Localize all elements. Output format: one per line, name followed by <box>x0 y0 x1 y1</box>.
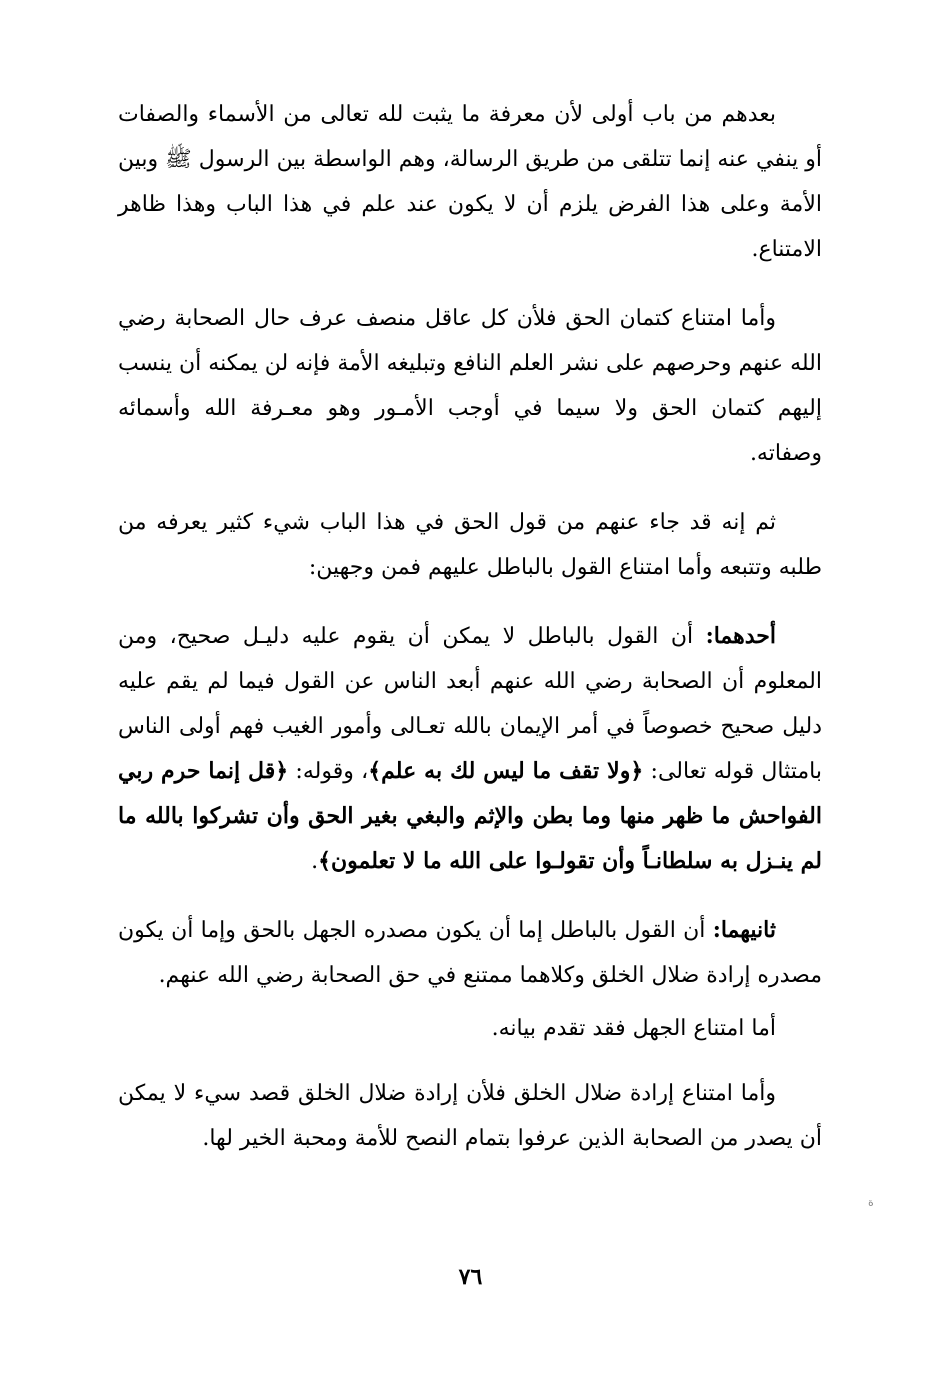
paragraph-4-lead: أحدهما: <box>705 623 776 649</box>
body-text <box>118 92 822 1161</box>
paragraph-6: أما امتناع الجهل فقد تقدم بيانه. <box>491 1016 776 1041</box>
paragraph-5 <box>118 908 822 998</box>
paragraph-5-lead: ثانيهما: <box>712 917 776 943</box>
paragraph-4-text-1: أن القول بالباطل لا يمكن أن يقوم عليه دليـل صحيح، ومن المعلوم أن الصحابة رضي الله عنهم أبعد الناس عن القول فيما لم يقم عليه دليل صحيح خصوصاً في أمر الإيمان بالله تعـالى وأمور الغيب فهم أولى الناس بامتثال قوله تعالى: <box>118 624 823 784</box>
paragraph-1: بعدهم من باب أولى لأن معرفة ما يثبت لله تعالى من الأسماء والصفات أو ينفي عنه إنما تتلقى من طريق الرسالة، وهم الواسطة بين الرسول ﷺ وبين الأمة وعلى هذا الفرض يلزم أن لا يكون عند علم في هذا الباب وهذا ظاهر الامتناع. <box>118 102 822 262</box>
quran-verse-2: ﴿قل إنما حرم ربي الفواحش ما ظهر منها وما بطن والإثم والبغي بغير الحق وأن تشركوا بالله ما لم ينـزل به سلطانـاً وأن تقولـوا على الله ما لا تعلمون﴾ <box>118 758 822 874</box>
paragraph-3: ثم إنه قد جاء عنهم من قول الحق في هذا الباب شيء كثير يعرفه من طلبه وتتبعه وأما امتناع القول بالباطل عليهم فمن وجهين: <box>118 510 822 580</box>
paragraph-2: وأما امتناع كتمان الحق فلأن كل عاقل منصف عرف حال الصحابة رضي الله عنهم وحرصهم على نشر العلم النافع وتبليغه الأمة فإنه لن يمكنه أن ينسب إليهم كتمان الحق ولا سيما في أوجب الأمـور وهو معـرفة الله وأسمائه وصفاته. <box>118 306 822 466</box>
paragraph-4-text-2: ، وقوله: <box>288 759 369 784</box>
paragraph-4-text-3: . <box>311 849 319 874</box>
paragraph-5-text: أن القول بالباطل إما أن يكون مصدره الجهل بالحق وإما أن يكون مصدره إرادة ضلال الخلق وكلاهما ممتنع في حق الصحابة رضي الله عنهم. <box>118 918 822 988</box>
page-number: ٧٦ <box>458 1264 483 1290</box>
margin-mark: ة <box>868 1196 874 1209</box>
paragraph-4 <box>118 614 822 884</box>
quran-verse-1: ﴿ولا تقف ما ليس لك به علم﴾ <box>368 758 644 784</box>
paragraph-7: وأما امتناع إرادة ضلال الخلق فلأن إرادة ضلال الخلق قصد سيء لا يمكن أن يصدر من الصحابة الذين عرفوا بتمام النصح للأمة ومحبة الخير لها. <box>118 1081 822 1151</box>
